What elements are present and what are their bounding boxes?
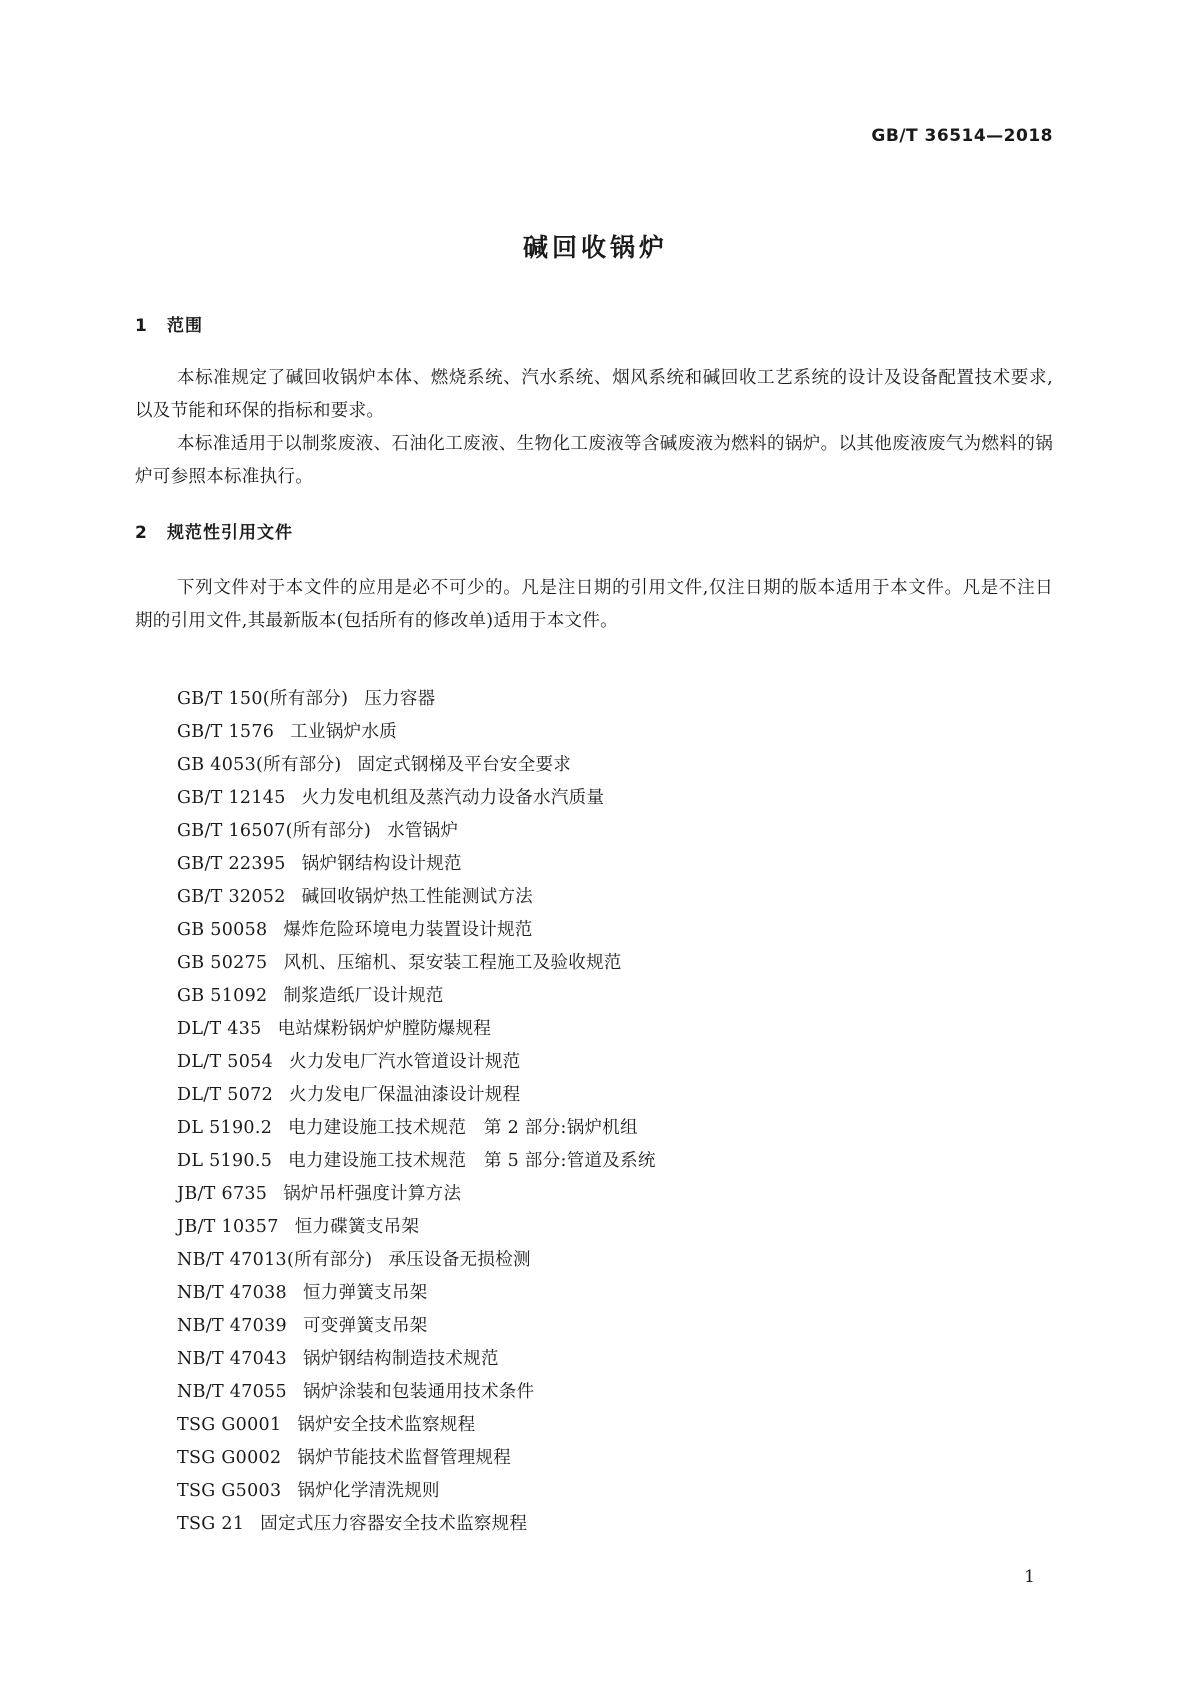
reference-title: 恒力碟簧支吊架 — [294, 1217, 420, 1237]
reference-code: JB/T 10357 — [177, 1217, 279, 1237]
reference-item — [177, 1178, 656, 1211]
reference-item — [177, 1343, 656, 1376]
reference-item — [177, 1244, 656, 1277]
reference-item — [177, 782, 656, 815]
reference-title: 压力容器 — [364, 689, 436, 709]
reference-item — [177, 1013, 656, 1046]
reference-title: 电力建设施工技术规范 第 2 部分:锅炉机组 — [288, 1118, 638, 1138]
reference-code: DL/T 5054 — [177, 1052, 274, 1072]
reference-item — [177, 947, 656, 980]
reference-item — [177, 1277, 656, 1310]
reference-code: NB/T 47043 — [177, 1349, 287, 1369]
reference-item — [177, 1376, 656, 1409]
reference-code: DL 5190.2 — [177, 1118, 273, 1138]
reference-title: 风机、压缩机、泵安装工程施工及验收规范 — [283, 953, 622, 973]
reference-title: 锅炉节能技术监督管理规程 — [297, 1448, 512, 1468]
reference-title: 固定式压力容器安全技术监察规程 — [260, 1514, 528, 1534]
reference-title: 电站煤粉锅炉炉膛防爆规程 — [277, 1019, 492, 1039]
reference-item — [177, 848, 656, 881]
reference-item — [177, 881, 656, 914]
reference-title: 制浆造纸厂设计规范 — [283, 986, 444, 1006]
reference-title: 锅炉安全技术监察规程 — [297, 1415, 476, 1435]
reference-code: JB/T 6735 — [177, 1184, 268, 1204]
reference-item — [177, 1079, 656, 1112]
reference-code: GB/T 32052 — [177, 887, 286, 907]
reference-code: TSG 21 — [177, 1514, 245, 1534]
reference-item — [177, 1046, 656, 1079]
reference-title: 可变弹簧支吊架 — [302, 1316, 428, 1336]
reference-title: 恒力弹簧支吊架 — [302, 1283, 428, 1303]
reference-code: NB/T 47055 — [177, 1382, 287, 1402]
reference-item — [177, 683, 656, 716]
reference-item — [177, 1508, 656, 1541]
section-heading-scope — [135, 311, 203, 336]
reference-item — [177, 1475, 656, 1508]
reference-item — [177, 980, 656, 1013]
reference-item — [177, 1211, 656, 1244]
reference-item — [177, 1409, 656, 1442]
reference-item — [177, 815, 656, 848]
reference-item — [177, 1442, 656, 1475]
paragraph: 下列文件对于本文件的应用是必不可少的。凡是注日期的引用文件,仅注日期的版本适用于本文件。凡是不注日期的引用文件,其最新版本(包括所有的修改单)适用于本文件。 — [135, 578, 1053, 631]
standard-code: GB/T 36514—2018 — [871, 126, 1053, 146]
reference-title: 碱回收锅炉热工性能测试方法 — [301, 887, 534, 907]
reference-title: 电力建设施工技术规范 第 5 部分:管道及系统 — [288, 1151, 656, 1171]
reference-title: 工业锅炉水质 — [290, 722, 398, 742]
reference-code: DL/T 5072 — [177, 1085, 274, 1105]
section-title: 范围 — [167, 316, 203, 336]
reference-code: GB/T 150(所有部分) — [177, 689, 349, 709]
reference-title: 锅炉化学清洗规则 — [297, 1481, 440, 1501]
reference-code: GB/T 1576 — [177, 722, 275, 742]
page-number: 1 — [1024, 1567, 1035, 1587]
reference-code: TSG G0002 — [177, 1448, 282, 1468]
section-number: 1 — [135, 316, 148, 336]
section-number: 2 — [135, 523, 148, 543]
reference-item — [177, 716, 656, 749]
reference-title: 固定式钢梯及平台安全要求 — [357, 755, 572, 775]
reference-list — [177, 683, 656, 1541]
reference-item — [177, 749, 656, 782]
reference-title: 锅炉钢结构制造技术规范 — [302, 1349, 499, 1369]
reference-title: 水管锅炉 — [387, 821, 459, 841]
reference-code: DL 5190.5 — [177, 1151, 273, 1171]
reference-code: TSG G5003 — [177, 1481, 282, 1501]
reference-item — [177, 1112, 656, 1145]
document-title: 碱回收锅炉 — [522, 233, 668, 262]
reference-code: DL/T 435 — [177, 1019, 262, 1039]
section-heading-normative-references — [135, 518, 293, 543]
reference-code: GB 50058 — [177, 920, 268, 940]
reference-title: 火力发电机组及蒸汽动力设备水汽质量 — [301, 788, 605, 808]
reference-code: NB/T 47039 — [177, 1316, 287, 1336]
reference-code: GB/T 12145 — [177, 788, 286, 808]
reference-code: GB 4053(所有部分) — [177, 755, 342, 775]
reference-title: 承压设备无损检测 — [388, 1250, 531, 1270]
reference-title: 锅炉涂装和包装通用技术条件 — [302, 1382, 535, 1402]
section-title: 规范性引用文件 — [167, 523, 293, 543]
reference-item — [177, 1310, 656, 1343]
reference-title: 爆炸危险环境电力装置设计规范 — [283, 920, 533, 940]
reference-title: 火力发电厂汽水管道设计规范 — [289, 1052, 521, 1072]
reference-title: 锅炉吊杆强度计算方法 — [283, 1184, 462, 1204]
reference-code: GB/T 16507(所有部分) — [177, 821, 372, 841]
paragraph: 本标准适用于以制浆废液、石油化工废液、生物化工废液等含碱废液为燃料的锅炉。以其他废液废气为燃料的锅炉可参照本标准执行。 — [135, 434, 1053, 487]
reference-item — [177, 1145, 656, 1178]
reference-code: GB/T 22395 — [177, 854, 286, 874]
reference-code: GB 51092 — [177, 986, 268, 1006]
paragraph: 本标准规定了碱回收锅炉本体、燃烧系统、汽水系统、烟风系统和碱回收工艺系统的设计及设备配置技术要求,以及节能和环保的指标和要求。 — [135, 368, 1053, 421]
reference-code: TSG G0001 — [177, 1415, 282, 1435]
reference-item — [177, 914, 656, 947]
reference-title: 锅炉钢结构设计规范 — [301, 854, 462, 874]
reference-code: NB/T 47038 — [177, 1283, 287, 1303]
reference-code: GB 50275 — [177, 953, 268, 973]
reference-code: NB/T 47013(所有部分) — [177, 1250, 373, 1270]
reference-title: 火力发电厂保温油漆设计规程 — [289, 1085, 521, 1105]
